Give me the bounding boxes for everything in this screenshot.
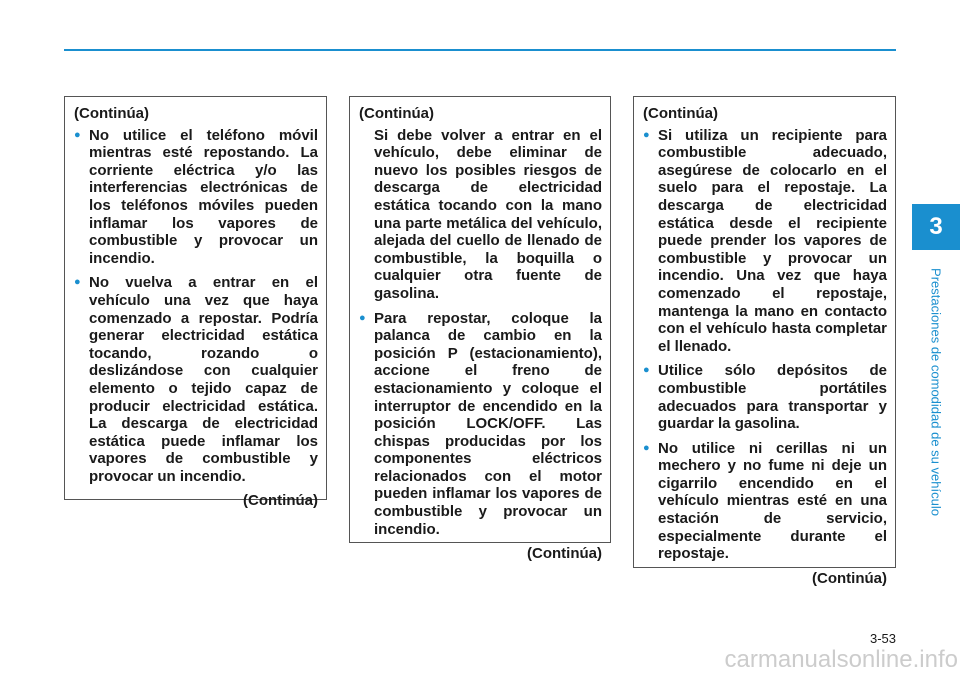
list-item: ● Para repostar, coloque la palanca de cambio en la posición P (estacionamiento), accione el freno de estacionamiento y coloque el interruptor de encendido en la posición LOCK/OFF. Las chispas producidas por los componentes eléctricos relacionados con el motor pueden inflamar los vapores de combustible y provocar un incendio. (359, 310, 602, 539)
box-footer: (Continúa) (243, 492, 318, 510)
list-item: ● No vuelva a entrar en el vehículo una vez que haya comenzado a repostar. Podría generar electricidad estática tocando, rozando o deslizándose con cualquier elemento o tejido capaz de producir electricidad estática. La descarga de electricidad estática puede inflamar los vapores de combustible y provocar un incendio. (74, 274, 318, 485)
warning-box-2 (349, 96, 611, 563)
box-title: (Continúa) (74, 105, 149, 122)
chapter-number: 3 (929, 213, 943, 240)
list-item: ● No utilice ni cerillas ni un mechero y no fume ni deje un cigarrilo encendido en el vehículo mientras esté en una estación de servicio, especialmente durante el repostaje. (643, 440, 887, 563)
list-item: ● Si utiliza un recipiente para combustible adecuado, asegúrese de colocarlo en el suelo para el repostaje. La descarga de electricidad estática desde el recipiente puede prender los vapores de combustible y provocar un incendio. Una vez que haya comenzado el repostaje, mantenga la mano en contacto con el vehículo hasta completar el llenado. (643, 127, 887, 356)
box-title: (Continúa) (359, 105, 434, 122)
warning-box-3 (633, 96, 896, 587)
list-item: ● Utilice sólo depósitos de combustible portátiles adecuados para transportar y guardar la gasolina. (643, 362, 887, 432)
chapter-title: Prestaciones de comodidad de su vehículo (928, 268, 944, 516)
watermark: carmanualsonline.info (724, 646, 958, 673)
list-item: ● No utilice el teléfono móvil mientras esté repostando. La corriente eléctrica y/o las interferencias electrónicas de los teléfonos móviles pueden inflamar los vapores de combustible y provocar un incendio. (74, 127, 318, 268)
paragraph: Si debe volver a entrar en el vehículo, debe eliminar de nuevo los posibles riesgos de descarga de electricidad estática tocando con la mano una parte metálica del vehículo, alejada del cuello de llenado de combustible, la boquilla o cualquier otra fuente de gasolina. (374, 126, 602, 302)
box-footer: (Continúa) (527, 545, 602, 563)
page-number: 3-53 (869, 631, 896, 646)
box-footer: (Continúa) (812, 569, 887, 587)
warning-box-1 (64, 96, 327, 510)
header-rule (64, 49, 896, 51)
box-title: (Continúa) (643, 105, 718, 122)
chapter-tab[interactable] (912, 204, 960, 250)
